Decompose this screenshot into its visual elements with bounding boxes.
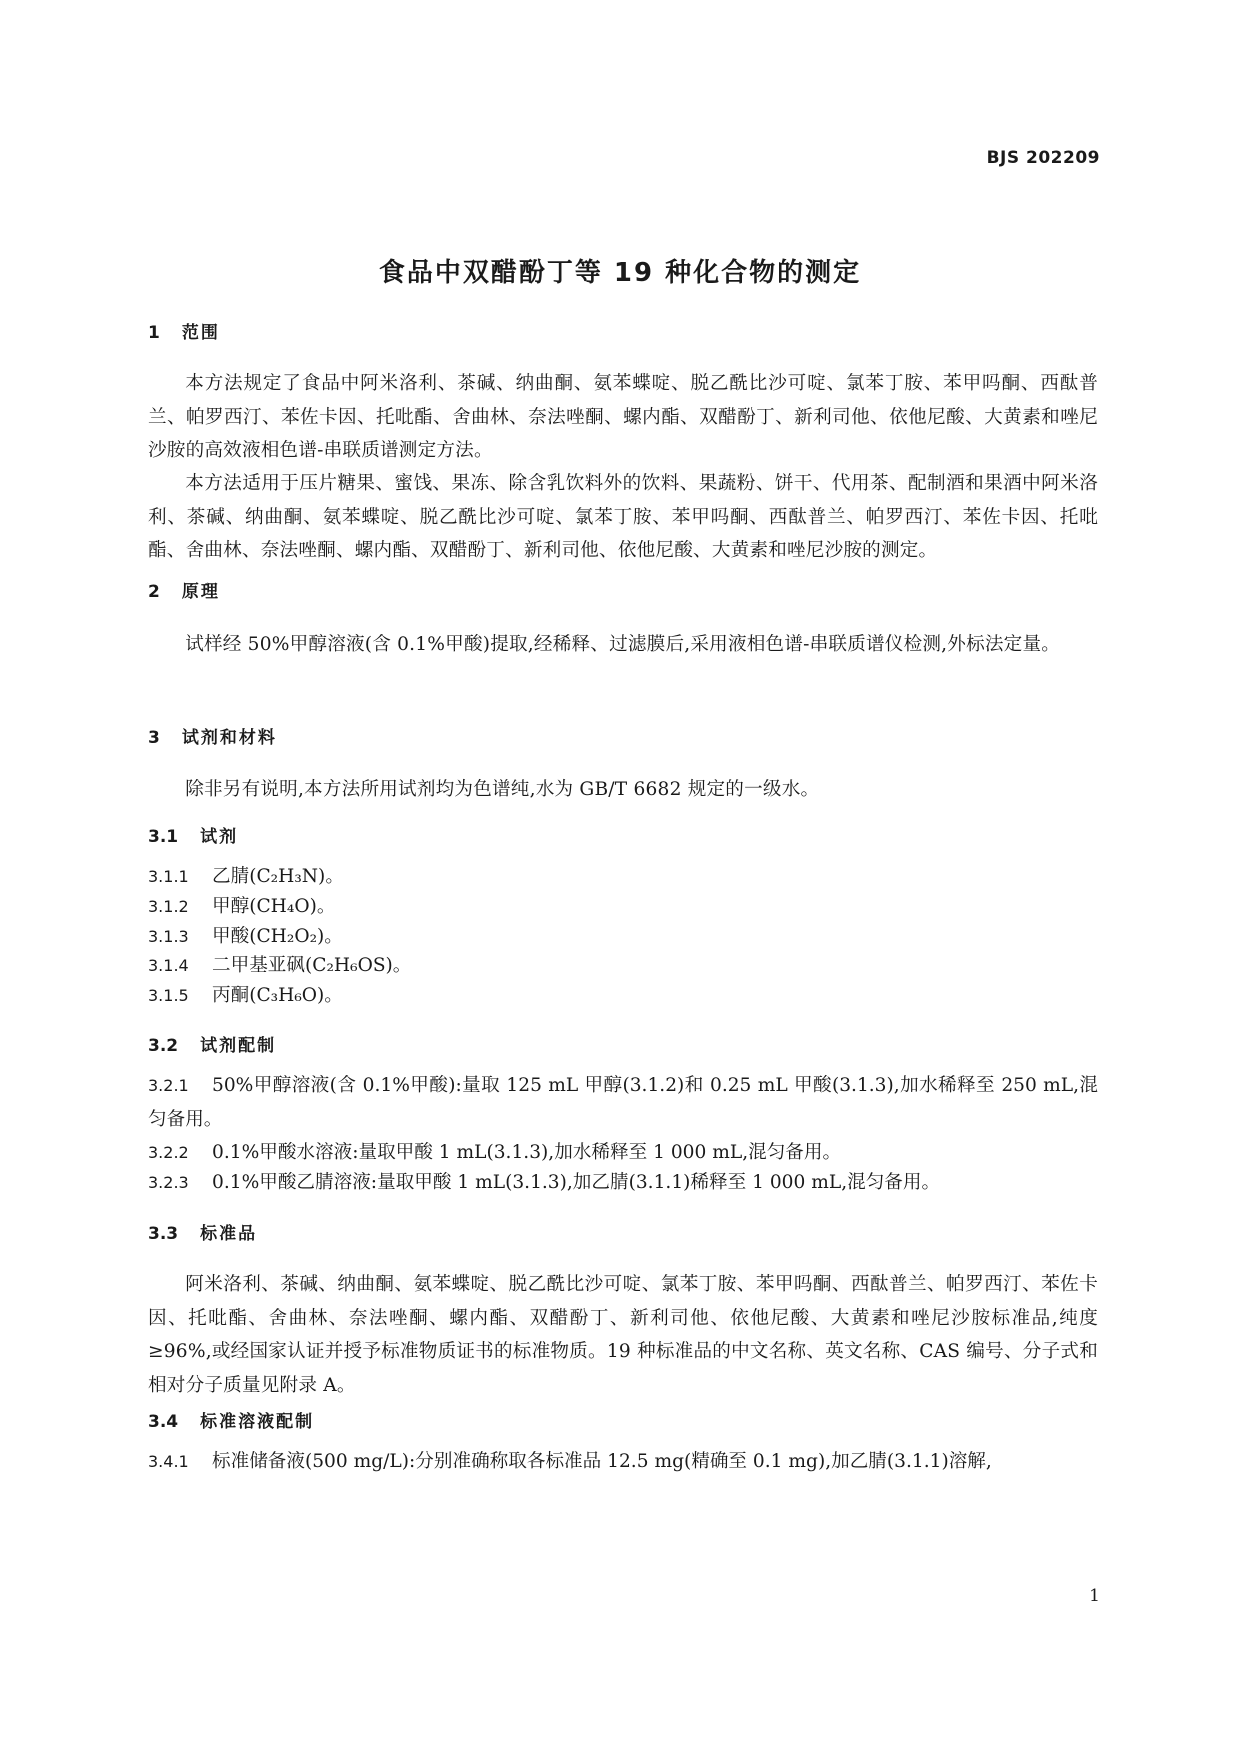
- section-number: 1: [148, 323, 160, 343]
- reagent-item: [148, 949, 1098, 983]
- item-text: 0.1%甲酸水溶液:量取甲酸 1 mL(3.1.3),加水稀释至 1 000 mL,混匀备用。: [212, 1142, 842, 1163]
- item-number: 3.1.2: [148, 897, 189, 916]
- item-number: 3.4.1: [148, 1452, 189, 1471]
- document-title: 食品中双醋酚丁等 19 种化合物的测定: [378, 258, 862, 288]
- item-text: 二甲基亚砜(C₂H₆OS)。: [212, 955, 412, 976]
- preparation-item: [148, 1166, 1098, 1200]
- item-number: 3.2.1: [148, 1076, 189, 1095]
- subsection-title: 标准品: [200, 1224, 258, 1244]
- section-number: 2: [148, 582, 160, 602]
- item-text: 丙酮(C₃H₆O)。: [212, 985, 343, 1006]
- item-text: 甲酸(CH₂O₂)。: [212, 926, 343, 947]
- item-number: 3.1.1: [148, 867, 189, 886]
- subsection-number: 3.3: [148, 1224, 179, 1244]
- document-code: BJS 202209: [986, 148, 1100, 168]
- preparation-item: [148, 1069, 1098, 1136]
- subsection-number: 3.2: [148, 1036, 179, 1056]
- preparation-item: [148, 1136, 1098, 1170]
- item-number: 3.1.4: [148, 956, 189, 975]
- reagent-item: [148, 860, 1098, 894]
- section-title: 试剂和材料: [181, 728, 277, 748]
- page-number: 1: [1089, 1586, 1100, 1606]
- item-text: 标准储备液(500 mg/L):分别准确称取各标准品 12.5 mg(精确至 0.1 mg),加乙腈(3.1.1)溶解,: [212, 1451, 992, 1472]
- section-number: 3: [148, 728, 160, 748]
- standards-paragraph: 阿米洛利、茶碱、纳曲酮、氨苯蝶啶、脱乙酰比沙可啶、氯苯丁胺、苯甲吗酮、西酞普兰、帕罗西汀、苯佐卡因、托吡酯、舍曲林、奈法唑酮、螺内酯、双醋酚丁、新利司他、依他尼酸、大黄素和唑尼沙胺标准品,纯度≥96%,或经国家认证并授予标准物质证书的标准物质。19 种标准品的中文名称、英文名称、CAS 编号、分子式和相对分子质量见附录 A。: [148, 1274, 1098, 1396]
- item-text: 50%甲醇溶液(含 0.1%甲酸):量取 125 mL 甲醇(3.1.2)和 0.25 mL 甲酸(3.1.3),加水稀释至 250 mL,混匀备用。: [148, 1075, 1098, 1130]
- subsection-heading-reagents: [148, 822, 238, 847]
- standard-solution-item: [148, 1445, 1098, 1479]
- principle-paragraph: 试样经 50%甲醇溶液(含 0.1%甲酸)提取,经稀释、过滤膜后,采用液相色谱-串联质谱仪检测,外标法定量。: [185, 634, 1061, 655]
- item-text: 甲醇(CH₄O)。: [212, 896, 336, 917]
- item-number: 3.2.2: [148, 1143, 189, 1162]
- section-heading-scope: [148, 318, 220, 343]
- subsection-heading-standard-solution-preparation: [148, 1407, 314, 1432]
- subsection-heading-reagent-preparation: [148, 1031, 276, 1056]
- subsection-title: 试剂: [200, 827, 239, 847]
- subsection-heading-standards: [148, 1219, 257, 1244]
- subsection-number: 3.4: [148, 1412, 179, 1432]
- section-title: 原理: [181, 582, 220, 602]
- reagent-item: [148, 979, 1098, 1013]
- section-heading-reagents-materials: [148, 723, 277, 748]
- item-number: 3.1.3: [148, 927, 189, 946]
- subsection-title: 标准溶液配制: [200, 1412, 315, 1432]
- subsection-number: 3.1: [148, 827, 179, 847]
- subsection-title: 试剂配制: [200, 1036, 277, 1056]
- scope-paragraph-1: 本方法规定了食品中阿米洛利、茶碱、纳曲酮、氨苯蝶啶、脱乙酰比沙可啶、氯苯丁胺、苯甲吗酮、西酞普兰、帕罗西汀、苯佐卡因、托吡酯、舍曲林、奈法唑酮、螺内酯、双醋酚丁、新利司他、依他尼酸、大黄素和唑尼沙胺的高效液相色谱-串联质谱测定方法。: [148, 373, 1098, 461]
- item-text: 0.1%甲酸乙腈溶液:量取甲酸 1 mL(3.1.3),加乙腈(3.1.1)稀释至 1 000 mL,混匀备用。: [212, 1172, 941, 1193]
- section-heading-principle: [148, 577, 220, 602]
- section-title: 范围: [181, 323, 220, 343]
- item-number: 3.2.3: [148, 1173, 189, 1192]
- reagent-item: [148, 890, 1098, 924]
- scope-paragraph-2: 本方法适用于压片糖果、蜜饯、果冻、除含乳饮料外的饮料、果蔬粉、饼干、代用茶、配制酒和果酒中阿米洛利、茶碱、纳曲酮、氨苯蝶啶、脱乙酰比沙可啶、氯苯丁胺、苯甲吗酮、西酞普兰、帕罗西汀、苯佐卡因、托吡酯、舍曲林、奈法唑酮、螺内酯、双醋酚丁、新利司他、依他尼酸、大黄素和唑尼沙胺的测定。: [148, 473, 1098, 561]
- item-number: 3.1.5: [148, 986, 189, 1005]
- item-text: 乙腈(C₂H₃N)。: [212, 866, 344, 887]
- reagents-intro-paragraph: 除非另有说明,本方法所用试剂均为色谱纯,水为 GB/T 6682 规定的一级水。: [185, 779, 820, 800]
